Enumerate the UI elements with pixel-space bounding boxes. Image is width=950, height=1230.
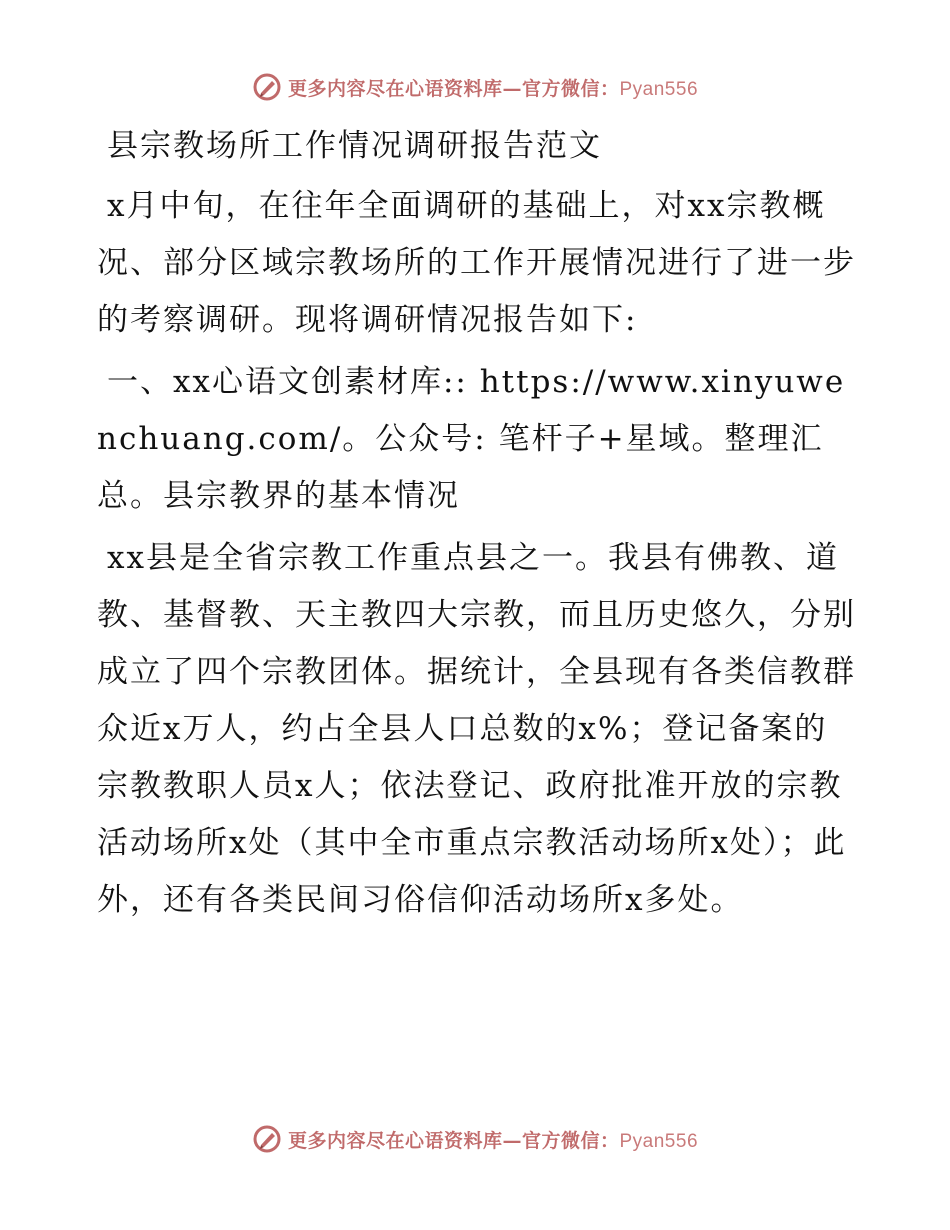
watermark-text-cn: 更多内容尽在心语资料库—官方微信： — [287, 1129, 620, 1152]
header-watermark-banner — [0, 72, 950, 102]
watermark-text — [288, 74, 698, 101]
paragraph-section-heading: 一、xx心语文创素材库:: https://www.xinyuwenchuang.com/。公众号: 笔杆子+星域。整理汇总。县宗教界的基本情况 — [97, 364, 846, 514]
watermark-text-cn: 更多内容尽在心语资料库—官方微信： — [287, 77, 620, 100]
document-title: 县宗教场所工作情况调研报告范文 — [107, 128, 602, 164]
paragraph-overview: xx县是全省宗教工作重点县之一。我县有佛教、道教、基督教、天主教四大宗教，而且历史悠久，分别成立了四个宗教团体。据统计，全县现有各类信教群众近x万人，约占全县人口总数的x%；登记备案的宗教教职人员x人；依法登记、政府批准开放的宗教活动场所x处（其中全市重点宗教活动场所x处）；此外，还有各类民间习俗信仰活动场所x多处。 — [97, 540, 856, 918]
footer-watermark-banner — [0, 1124, 950, 1154]
watermark-wechat-id: Pyan556 — [619, 1130, 699, 1152]
watermark-wechat-id: Pyan556 — [619, 78, 699, 100]
pen-in-circle-icon — [252, 72, 282, 102]
paragraph-intro: x月中旬，在往年全面调研的基础上，对xx宗教概况、部分区域宗教场所的工作开展情况进行了进一步的考察调研。现将调研情况报告如下: — [97, 188, 856, 338]
document-body — [97, 122, 857, 934]
watermark-text — [288, 1126, 698, 1153]
pen-in-circle-icon — [252, 1124, 282, 1154]
